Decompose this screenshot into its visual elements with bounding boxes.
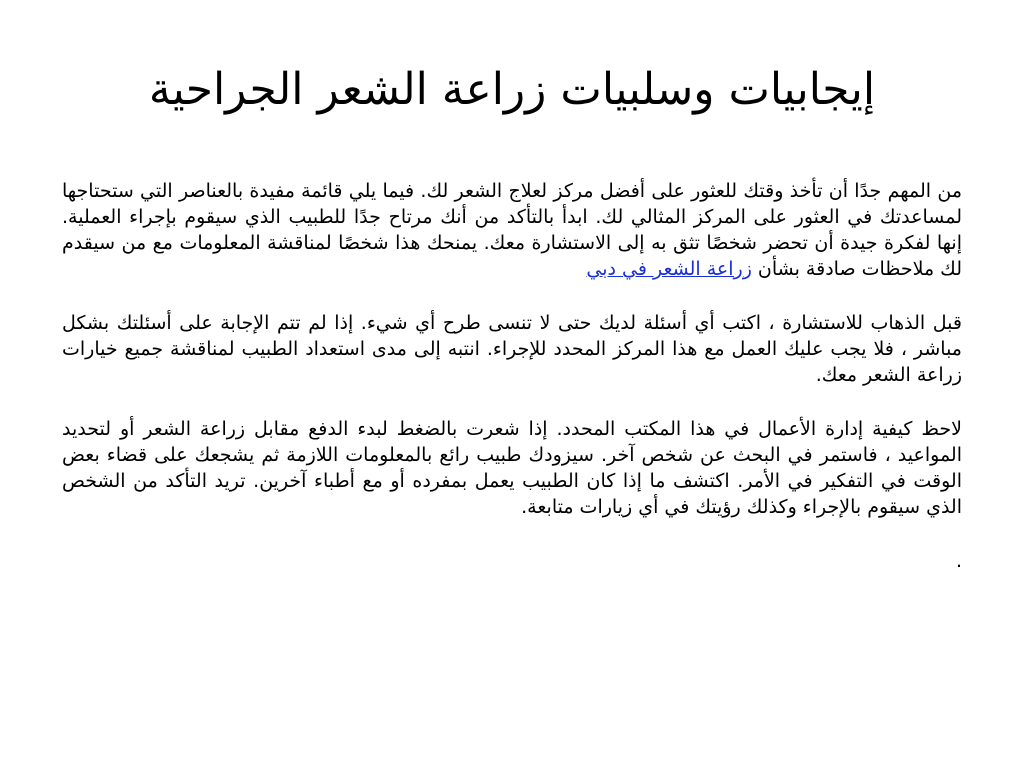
paragraph-1-text: من المهم جدًا أن تأخذ وقتك للعثور على أفضل مركز لعلاج الشعر لك. فيما يلي قائمة مفيدة بالعناصر التي ستحتاجها لمساعدتك في العثور على المركز المثالي لك. ابدأ بالتأكد من أنك مرتاح جدًا للطبيب الذي سيقوم بإجراء العملية. إنها لفكرة جيدة أن تحضر شخصًا تثق به إلى الاستشارة معك. يمنحك هذا شخصًا لمناقشة المعلومات مع من سيقدم لك ملاحظات صادقة بشأن	[62, 180, 962, 280]
slide-title: إيجابيات وسلبيات زراعة الشعر الجراحية	[148, 64, 876, 115]
hair-transplant-dubai-link[interactable]: زراعة الشعر في دبي	[586, 258, 752, 280]
paragraph-1	[62, 178, 962, 282]
trailing-dot: .	[955, 550, 962, 572]
paragraph-3: لاحظ كيفية إدارة الأعمال في هذا المكتب المحدد. إذا شعرت بالضغط لبدء الدفع مقابل زراعة الشعر أو لتحديد المواعيد ، فاستمر في البحث عن شخص آخر. سيزودك طبيب رائع بالمعلومات اللازمة ثم يشجعك على قضاء بعض الوقت في التفكير في الأمر. اكتشف ما إذا كان الطبيب يعمل بمفرده أو مع أطباء آخرين. تريد التأكد من الشخص الذي سيقوم بالإجراء وكذلك رؤيتك في أي زيارات متابعة.	[62, 418, 962, 518]
paragraph-2: قبل الذهاب للاستشارة ، اكتب أي أسئلة لديك حتى لا تنسى طرح أي شيء. إذا لم تتم الإجابة على أسئلتك بشكل مباشر ، فلا يجب عليك العمل مع هذا المركز المحدد للإجراء. انتبه إلى مدى استعداد الطبيب لمناقشة جميع خيارات زراعة الشعر معك.	[62, 312, 962, 386]
slide-body	[62, 178, 962, 602]
